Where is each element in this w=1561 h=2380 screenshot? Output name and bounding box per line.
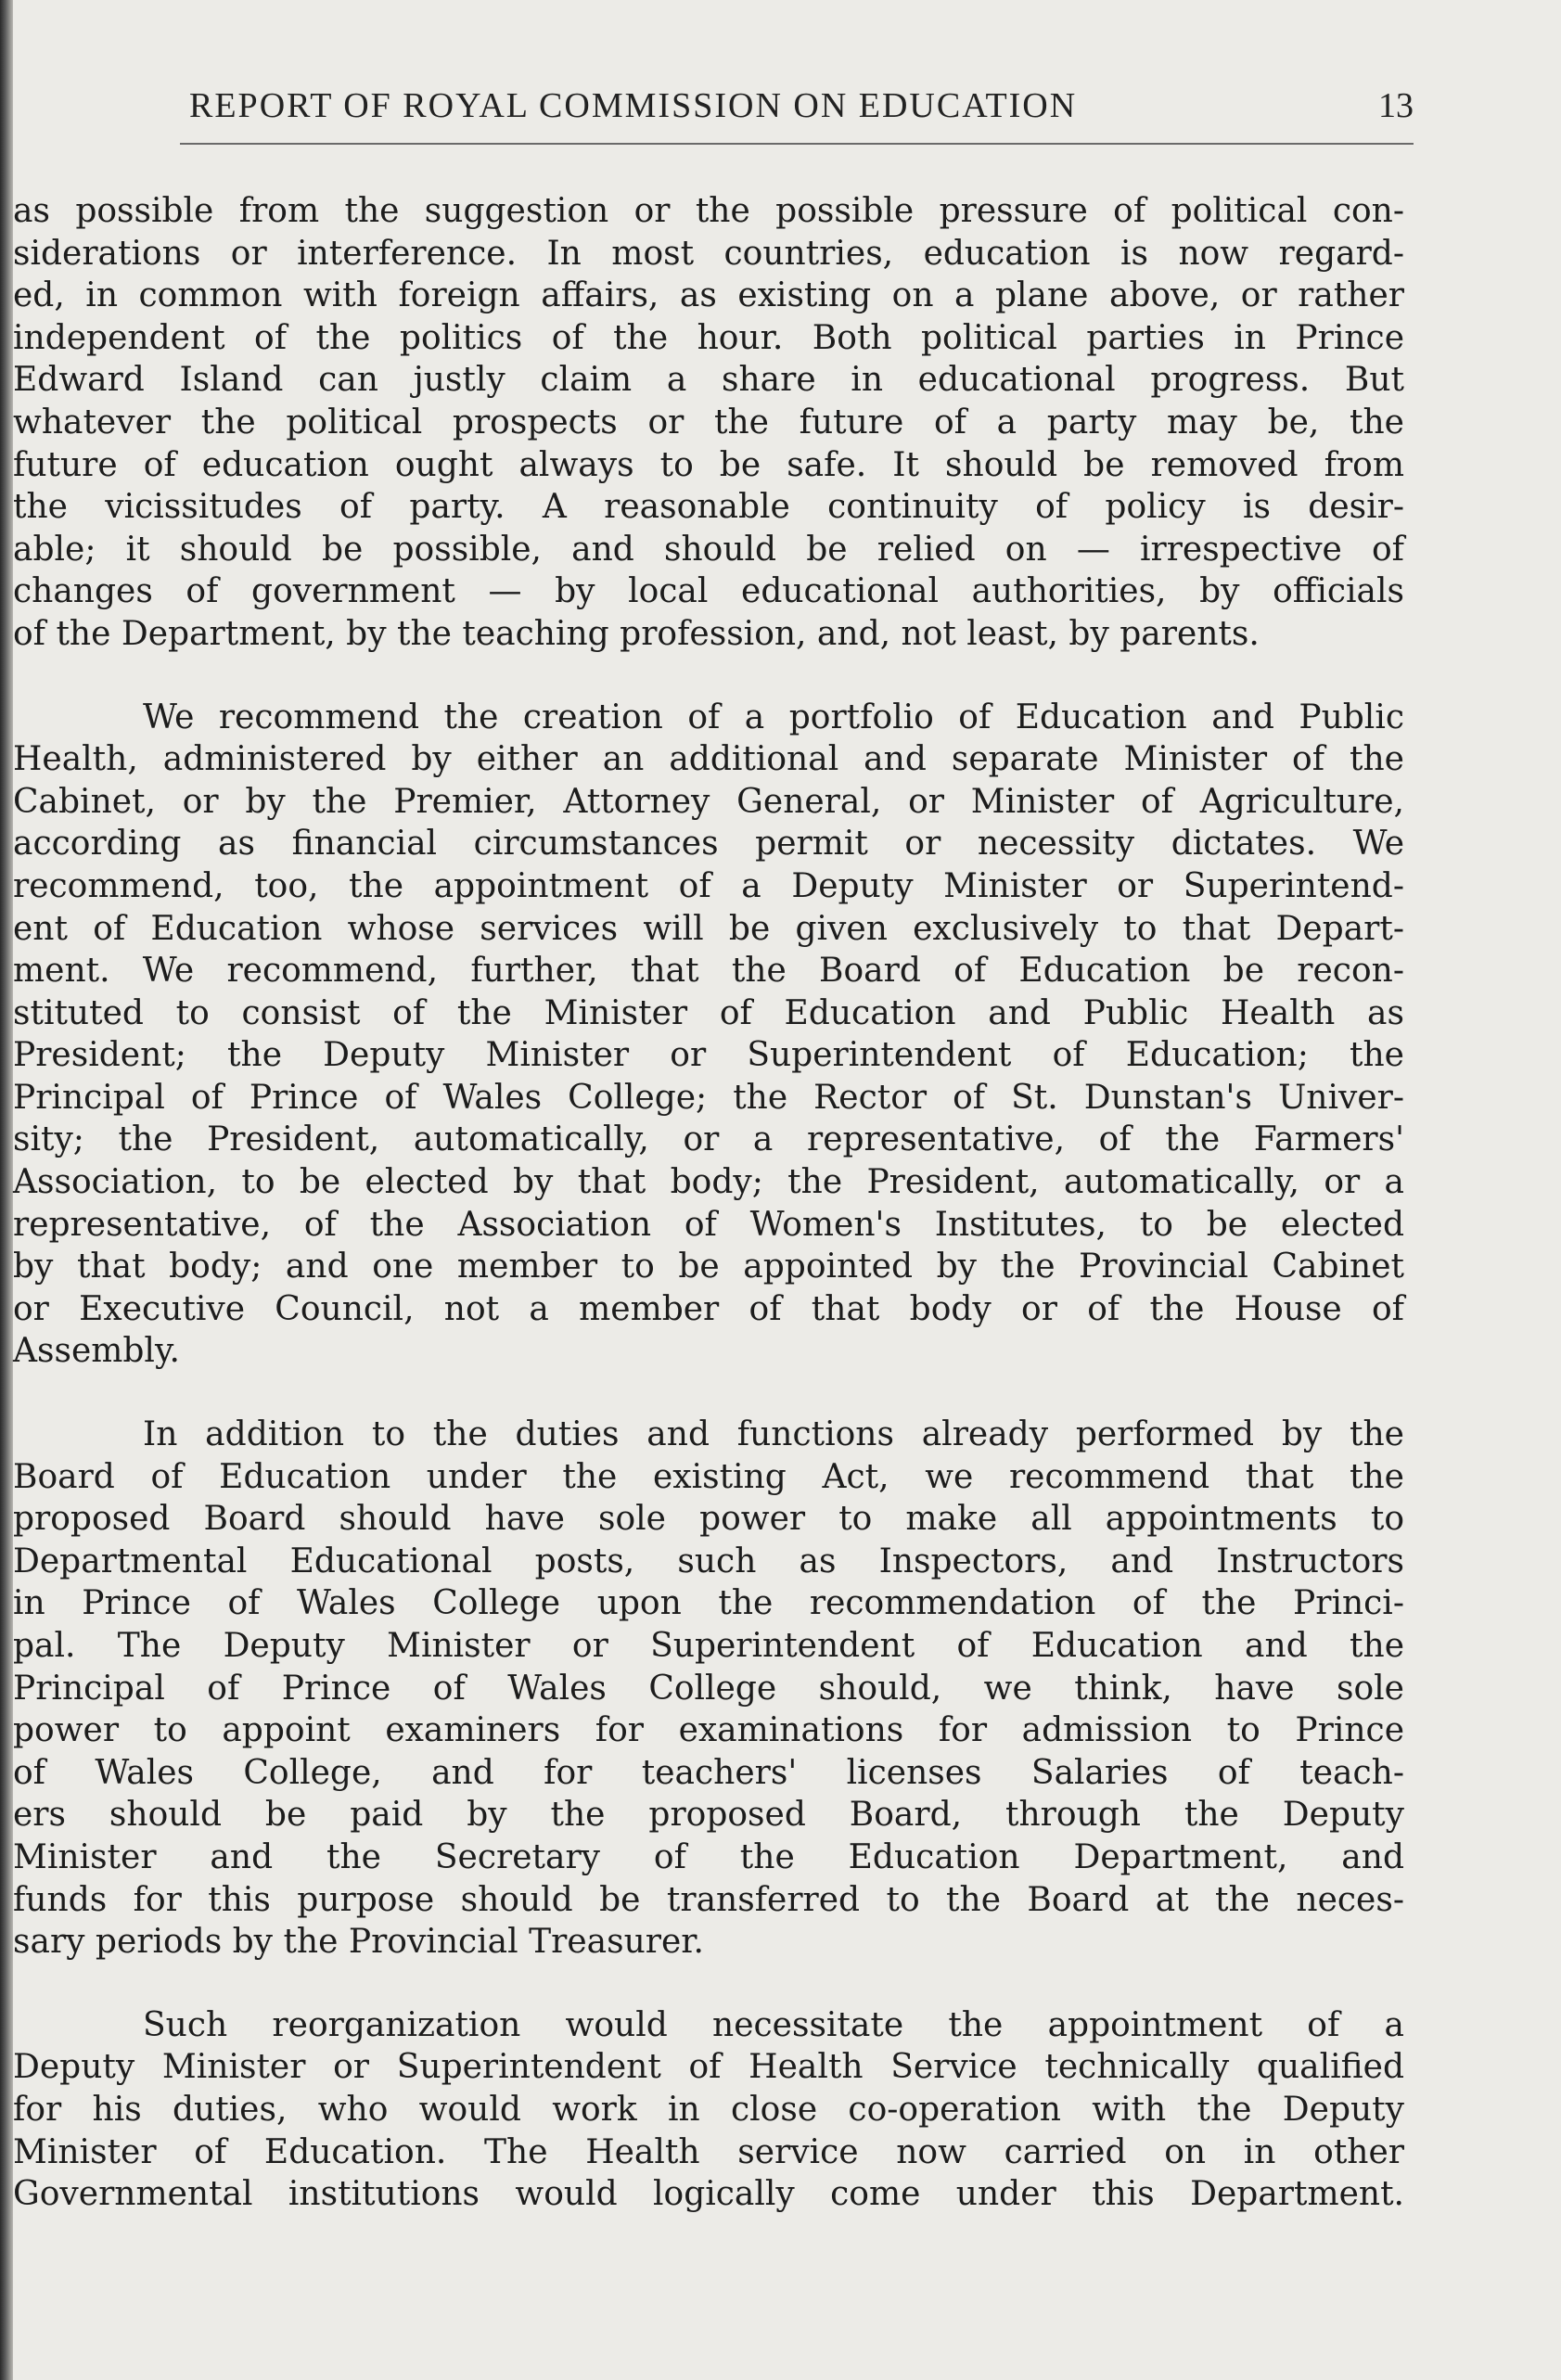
text-line: Assembly. — [13, 1332, 180, 1371]
text-line: recommend, too, the appointment of a Deputy Minister or Superintend- — [13, 866, 1404, 905]
text-line: in Prince of Wales College upon the recommendation of the Princi- — [13, 1584, 1404, 1623]
text-line: representative, of the Association of Women's Institutes, to be elected — [13, 1205, 1404, 1244]
text-line: future of education ought always to be safe. It should be removed from — [13, 445, 1404, 484]
text-line: sary periods by the Provincial Treasurer. — [13, 1923, 704, 1962]
text-line: Departmental Educational posts, such as Inspectors, and Instructors — [13, 1542, 1404, 1580]
header-rule — [180, 143, 1414, 145]
text-line: siderations or interference. In most countries, education is now regard- — [13, 234, 1404, 273]
page-header — [180, 85, 1414, 132]
scan-edge — [0, 0, 13, 2380]
text-line: funds for this purpose should be transferred to the Board at the neces- — [13, 1880, 1404, 1919]
text-line: as possible from the suggestion or the possible pressure of political con- — [13, 192, 1404, 230]
text-line: of the Department, by the teaching profession, and, not least, by parents. — [13, 614, 1260, 653]
paragraph-4 — [13, 2004, 1404, 2216]
text-line: Such reorganization would necessitate the appointment of a — [143, 2005, 1404, 2044]
text-line: Association, to be elected by that body; the President, automatically, or a — [13, 1163, 1404, 1202]
text-line: proposed Board should have sole power to make all appointments to — [13, 1500, 1404, 1539]
paragraph-2 — [13, 697, 1404, 1374]
text-line: ers should be paid by the proposed Board, through the Deputy — [13, 1796, 1404, 1835]
paragraph-1 — [13, 190, 1404, 656]
text-line: Cabinet, or by the Premier, Attorney General, or Minister of Agriculture, — [13, 782, 1404, 821]
text-line: changes of government — by local educational authorities, by officials — [13, 572, 1404, 611]
paragraph-3 — [13, 1414, 1404, 1964]
text-line: independent of the politics of the hour. Both political parties in Prince — [13, 318, 1404, 357]
text-line: Deputy Minister or Superintendent of Health Service technically qualified — [13, 2048, 1404, 2087]
text-line: President; the Deputy Minister or Superintendent of Education; the — [13, 1036, 1404, 1075]
text-line: ment. We recommend, further, that the Board of Education be recon- — [13, 952, 1404, 991]
text-line: Health, administered by either an additional and separate Minister of the — [13, 740, 1404, 779]
text-line: Board of Education under the existing Act, we recommend that the — [13, 1457, 1404, 1496]
text-line: ed, in common with foreign affairs, as existing on a plane above, or rather — [13, 276, 1404, 315]
page-number: 13 — [1378, 86, 1414, 125]
text-line: pal. The Deputy Minister or Superintendent of Education and the — [13, 1627, 1404, 1665]
running-title: REPORT OF ROYAL COMMISSION ON EDUCATION — [189, 86, 1078, 125]
text-line: Principal of Prince of Wales College should, we think, have sole — [13, 1669, 1404, 1708]
text-line: We recommend the creation of a portfolio of Education and Public — [143, 697, 1404, 736]
text-line: or Executive Council, not a member of that body or of the House of — [13, 1289, 1404, 1328]
text-line: whatever the political prospects or the future of a party may be, the — [13, 403, 1404, 441]
text-line: Principal of Prince of Wales College; the Rector of St. Dunstan's Univer- — [13, 1078, 1404, 1117]
text-line: Minister of Education. The Health service now carried on in other — [13, 2132, 1404, 2171]
text-line: Edward Island can justly claim a share in educational progress. But — [13, 361, 1404, 400]
body-text — [13, 190, 1404, 2257]
text-line: ent of Education whose services will be given exclusively to that Depart- — [13, 909, 1404, 948]
text-line: stituted to consist of the Minister of Education and Public Health as — [13, 993, 1404, 1032]
text-line: sity; the President, automatically, or a representative, of the Farmers' — [13, 1120, 1404, 1159]
text-line: the vicissitudes of party. A reasonable continuity of policy is desir- — [13, 488, 1404, 527]
text-line: able; it should be possible, and should be relied on — irrespective of — [13, 530, 1404, 569]
document-page — [13, 0, 1561, 2380]
text-line: Governmental institutions would logically come under this Department. — [13, 2175, 1404, 2214]
text-line: power to appoint examiners for examinations for admission to Prince — [13, 1711, 1404, 1750]
text-line: Minister and the Secretary of the Education Department, and — [13, 1837, 1404, 1876]
text-line: for his duties, who would work in close co-operation with the Deputy — [13, 2090, 1404, 2129]
text-line: of Wales College, and for teachers' licenses Salaries of teach- — [13, 1753, 1404, 1792]
text-line: according as financial circumstances permit or necessity dictates. We — [13, 825, 1404, 864]
text-line: by that body; and one member to be appointed by the Provincial Cabinet — [13, 1248, 1404, 1286]
text-line: In addition to the duties and functions already performed by the — [143, 1415, 1404, 1454]
